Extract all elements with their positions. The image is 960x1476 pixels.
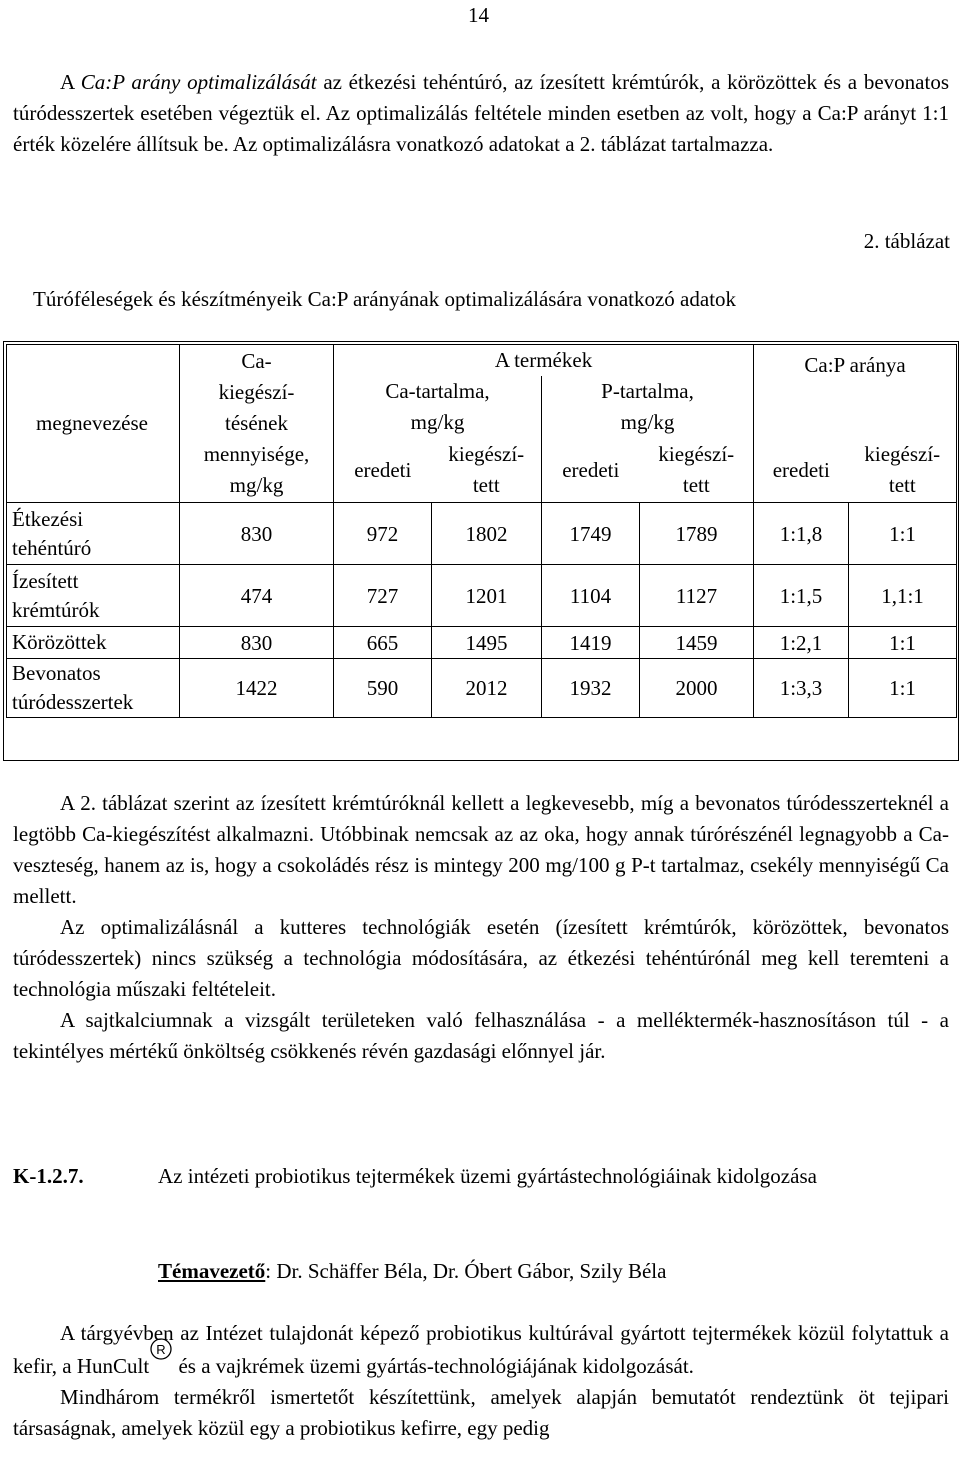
header-ca-supp: kiegészí- tett — [448, 441, 525, 497]
final-section — [13, 1318, 949, 1444]
discussion-paragraph-2: Az optimalizálásnál a kutteres technológiák esetén (ízesített krémtúrók, körözöttek, bevonatos túródesszertek) nincs szükség a technológia módosítására, az étkezési tehéntúrónál meg kell teremteni a technológia műszaki feltételeit. — [13, 915, 949, 1001]
header-ratio-group — [754, 352, 957, 503]
discussion-paragraph-1: A 2. táblázat szerint az ízesített krémtúróknál kellett a legkevesebb, míg a bevonatos túródesszerteknél a legtöbb Ca-kiegészítést alkalmazni. Utóbbinak nemcsak az az oka, hogy annak túrórészénél legnagyobb a Ca-veszteség, hanem az is, hogy a csokoládés rész is mintegy 200 mg/100 g P-t tartalmaz, csekély mennyiségű Ca mellett. — [13, 791, 949, 908]
table-caption: Túróféleségek és készítményeik Ca:P arányának optimalizálására vonatkozó adatok — [33, 287, 737, 311]
table-row: Étkezési tehéntúró 830 972 1802 1749 1789 1:1,8 1:1 — [7, 503, 957, 565]
header-products: A termékek — [334, 345, 754, 376]
discussion — [13, 788, 949, 1067]
page-number: 14 — [468, 3, 489, 27]
discussion-paragraph-3: A sajtkalciumnak a vizsgált területeken való felhasználása - a melléktermék-hasznosításon túl - a tekintélyes mértékű önköltség csökkenés révén gazdasági előnnyel jár. — [13, 1008, 949, 1063]
intro-lead: A — [60, 70, 81, 94]
final-paragraph-2: Mindhárom termékről ismertetőt készítettünk, amelyek alapján bemutatót rendeztünk öt tejipari társaságnak, amelyek közül egy a probiotikus kefirre, egy pedig — [13, 1385, 949, 1440]
intro-italic-term: Ca:P arány optimalizálását — [80, 70, 317, 94]
supervisor-label: Témavezető — [158, 1259, 266, 1283]
header-ca-addition: Ca- kiegészí- tésének mennyisége, mg/kg — [180, 345, 334, 503]
header-ca-content-group: Ca-tartalma, mg/kg eredeti kiegészí- tett — [334, 376, 542, 503]
header-p-content: P-tartalma, — [601, 378, 694, 403]
header-ratio-orig: eredeti — [772, 457, 830, 482]
header-p-supp: kiegészí- tett — [658, 441, 735, 497]
table-number: 2. táblázat — [863, 229, 950, 253]
header-name: megnevezése — [7, 345, 180, 503]
section-title: Az intézeti probiotikus tejtermékek üzemi gyártástechnológiáinak kidolgozása — [158, 1164, 817, 1188]
header-p-content-group: P-tartalma, mg/kg eredeti kiegészí- tett — [542, 376, 754, 503]
supervisor-line — [158, 1256, 666, 1287]
table-row: Bevonatos túródesszertek 1422 590 2012 1932 2000 1:3,3 1:1 — [7, 659, 957, 718]
header-ratio-supp: kiegészí- tett — [864, 441, 941, 497]
supervisor-names: : Dr. Schäffer Béla, Dr. Óbert Gábor, Szily Béla — [265, 1259, 667, 1283]
final-paragraph-1: A tárgyévben az Intézet tulajdonát képező probiotikus kultúrával gyártott tejtermékek közül folytattuk a kefir, a HunCult R és a vajkrémek üzemi gyártás-technológiájának kidolgozását. — [13, 1321, 949, 1378]
header-ca-content: Ca-tartalma, — [385, 378, 490, 403]
intro-rest: az étkezési tehéntúró, az ízesített krémtúrók, a körözöttek és a bevonatos túródesszertek esetében végeztük el. Az optimalizálás feltétele minden esetben az volt, hogy a Ca:P arányt 1:1 érték közelére állítsuk be. Az optimalizálásra vonatkozó adatokat a 2. táblázat tartalmazza. — [13, 70, 949, 156]
table-row: Ízesített krémtúrók 474 727 1201 1104 1127 1:1,5 1,1:1 — [7, 565, 957, 627]
svg-text:R: R — [156, 1342, 166, 1357]
header-ratio: Ca:P aránya — [804, 352, 906, 377]
table-row: Körözöttek 830 665 1495 1419 1459 1:2,1 1:1 — [7, 627, 957, 659]
intro-paragraph — [13, 67, 949, 160]
registered-trademark-icon — [149, 1337, 173, 1361]
section-code: K-1.2.7. — [13, 1164, 84, 1188]
header-p-orig: eredeti — [562, 457, 620, 482]
data-table — [6, 344, 957, 718]
header-ca-orig: eredeti — [354, 457, 412, 482]
